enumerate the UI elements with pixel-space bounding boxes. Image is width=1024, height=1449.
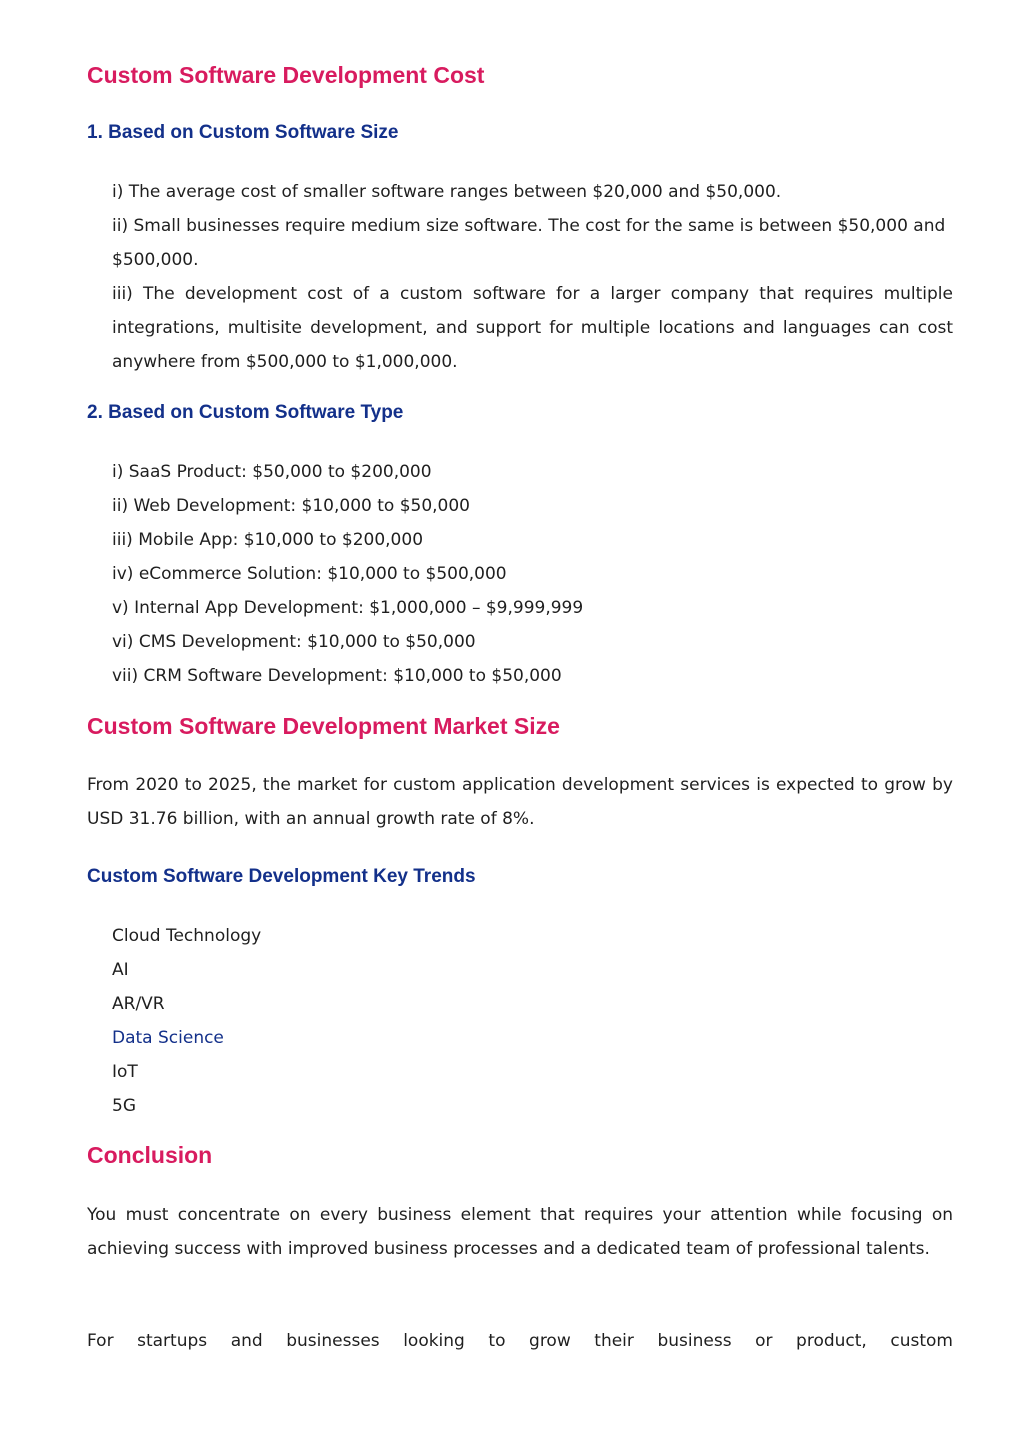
list-item: i) SaaS Product: $50,000 to $200,000 — [112, 462, 432, 482]
data-science-link[interactable]: Data Science — [112, 1028, 224, 1048]
list-item: iii) The development cost of a custom software for a larger company that requires multiple integrations, multisite development, and support for multiple locations and languages can cost anywhere from $500,000 to $1,000,000. — [112, 284, 953, 372]
list-item: vii) CRM Software Development: $10,000 to $50,000 — [112, 666, 562, 686]
list-item: i) The average cost of smaller software ranges between $20,000 and $50,000. — [112, 182, 782, 202]
cost-section-title: Custom Software Development Cost — [87, 62, 485, 88]
conclusion-paragraph-1: You must concentrate on every business element that requires your attention while focusing on achieving success with improved business processes and a dedicated team of professional talents. — [87, 1205, 953, 1259]
trends-list — [112, 919, 953, 1123]
size-subheading: 1. Based on Custom Software Size — [87, 122, 399, 143]
market-section-title: Custom Software Development Market Size — [87, 713, 560, 739]
list-item: 5G — [112, 1096, 136, 1116]
list-item: ii) Small businesses require medium size software. The cost for the same is between $50,000 and $500,000. — [112, 216, 946, 270]
list-item: iii) Mobile App: $10,000 to $200,000 — [112, 530, 424, 550]
type-subheading: 2. Based on Custom Software Type — [87, 402, 404, 423]
conclusion-title: Conclusion — [87, 1142, 213, 1168]
list-item: iv) eCommerce Solution: $10,000 to $500,000 — [112, 564, 507, 584]
list-item: v) Internal App Development: $1,000,000 – $9,999,999 — [112, 598, 584, 618]
list-item: ii) Web Development: $10,000 to $50,000 — [112, 496, 470, 516]
type-list — [112, 455, 953, 693]
list-item: vi) CMS Development: $10,000 to $50,000 — [112, 632, 476, 652]
list-item: Cloud Technology — [112, 926, 262, 946]
list-item: IoT — [112, 1062, 138, 1082]
market-paragraph: From 2020 to 2025, the market for custom application development services is expected to grow by USD 31.76 billion, with an annual growth rate of 8%. — [87, 775, 953, 829]
list-item: AR/VR — [112, 994, 165, 1014]
trends-subheading: Custom Software Development Key Trends — [87, 866, 476, 887]
size-list — [112, 175, 953, 379]
list-item: AI — [112, 960, 129, 980]
conclusion-paragraph-2: For startups and businesses looking to grow their business or product, custom — [87, 1331, 953, 1351]
